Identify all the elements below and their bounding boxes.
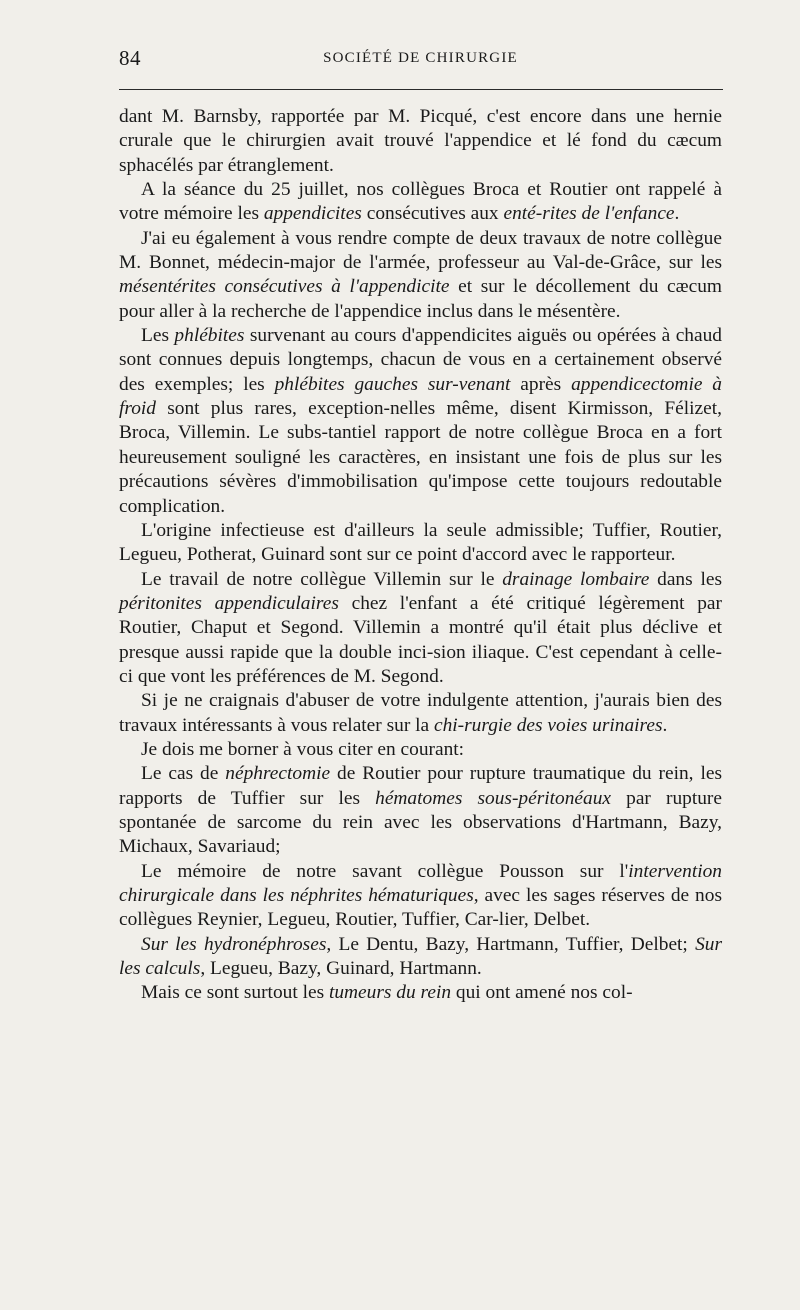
header-rule — [119, 89, 723, 90]
text-run: J'ai eu également à vous rendre compte de deux travaux de notre collègue M. Bonnet, médecin-major de l'armée, professeur au Val-de-Grâce, sur les — [119, 227, 722, 274]
text-run: , Legueu, Bazy, Guinard, Hartmann. — [200, 958, 482, 980]
paragraph — [119, 689, 722, 738]
text-run: dant M. Barnsby, rapportée par M. Picqué, c'est encore dans une hernie crurale que le chirurgien avait trouvé l'appendice et lé fond du cæcum sphacélés par étranglement. — [119, 106, 722, 176]
paragraph — [119, 568, 722, 690]
text-run: . — [674, 203, 680, 225]
text-run: de Routier pour rupture traumatique du rein, les rapports de Tuffier sur les — [119, 763, 722, 809]
italic-text: intervention chirurgicale dans les néphrites hématuriques — [119, 860, 722, 906]
text-run: dans les — [649, 568, 723, 590]
paragraph — [119, 227, 722, 324]
italic-text: néphrectomie — [225, 763, 331, 785]
text-run: Si je ne craignais d'abuser de votre indulgente attention, j'aurais bien des travaux intéressants à vous relater sur la — [119, 690, 722, 736]
paragraph — [119, 981, 722, 1005]
text-run: survenant au cours d'appendicites aiguës ou opérées à chaud sont connues depuis longtemps, chacun de vous en a certainement observé des exemples; les — [119, 325, 722, 395]
italic-text: appendicectomie à froid — [119, 373, 722, 420]
running-head: SOCIÉTÉ DE CHIRURGIE — [323, 50, 518, 66]
body-text — [119, 105, 722, 1006]
text-run: Le travail de notre collègue Villemin sur le — [141, 568, 503, 590]
italic-text: tumeurs du rein — [328, 982, 452, 1004]
text-run: qui ont amené nos col- — [451, 982, 633, 1004]
italic-text: appendicites — [263, 203, 362, 225]
italic-text: phlébites — [174, 325, 245, 347]
paragraph — [119, 324, 722, 519]
page-header — [119, 44, 722, 74]
paragraph — [119, 860, 722, 933]
paragraph — [119, 933, 722, 982]
text-run: , Le Dentu, Bazy, Hartmann, Tuffier, Delbet; — [326, 933, 696, 955]
italic-text: hématomes sous-péritonéaux — [375, 787, 612, 809]
paragraph — [119, 178, 722, 227]
text-run: Le cas de — [141, 763, 226, 785]
italic-text: phlébites gauches sur-venant — [274, 373, 511, 395]
paragraph — [119, 105, 722, 178]
text-run: A la séance du 25 juillet, nos collègues Broca et Routier ont rappelé à votre mémoire les — [119, 179, 722, 225]
text-run: Le mémoire de notre savant collègue Pousson sur l' — [141, 860, 629, 882]
text-run: Les — [141, 325, 175, 347]
text-run: , avec les sages réserves de nos collègues Reynier, Legueu, Routier, Tuffier, Car-lier, Delbet. — [119, 885, 722, 931]
italic-text: Sur les hydronéphroses — [141, 933, 327, 955]
page-number: 84 — [119, 46, 141, 70]
paragraph — [119, 738, 722, 762]
italic-text: péritonites appendiculaires — [119, 592, 339, 614]
text-run: L'origine infectieuse est d'ailleurs la seule admissible; Tuffier, Routier, Legueu, Potherat, Guinard sont sur ce point d'accord avec le rapporteur. — [119, 519, 722, 566]
text-run: sont plus rares, exception-nelles même, disent Kirmisson, Félizet, Broca, Villemin. Le subs-tantiel rapport de notre collègue Broca en a fort heureusement souligné les caractères, en insistant une fois de plus sur les précautions sévères d'immobilisation qu'impose cette toujours redoutable complication. — [119, 398, 722, 517]
text-run: chez l'enfant a été critiqué légèrement par Routier, Chaput et Segond. Villemin a montré qu'il était plus déclive et presque aussi rapide que la double inci-sion iliaque. C'est cependant à celle-ci que vont les préférences de M. Segond. — [119, 592, 722, 687]
italic-text: mésentérites consécutives à l'appendicite — [119, 276, 450, 298]
paragraph — [119, 762, 722, 859]
italic-text: drainage lombaire — [502, 568, 650, 590]
italic-text: chi-rurgie des voies urinaires — [433, 714, 663, 736]
text-run: consécutives aux — [361, 203, 504, 225]
italic-text: enté-rites de l'enfance — [503, 203, 675, 225]
text-run: par rupture spontanée de sarcome du rein avec les observations d'Hartmann, Bazy, Michaux, Savariaud; — [119, 787, 722, 858]
text-run: Mais ce sont surtout les — [141, 982, 329, 1004]
text-run: . — [662, 714, 668, 736]
text-run: Je dois me borner à vous citer en courant: — [141, 738, 465, 760]
paragraph — [119, 519, 722, 568]
text-run: après — [510, 373, 572, 395]
text-run: et sur le décollement du cæcum pour aller à la recherche de l'appendice inclus dans le mésentère. — [119, 276, 722, 322]
italic-text: Sur les calculs — [119, 933, 722, 980]
